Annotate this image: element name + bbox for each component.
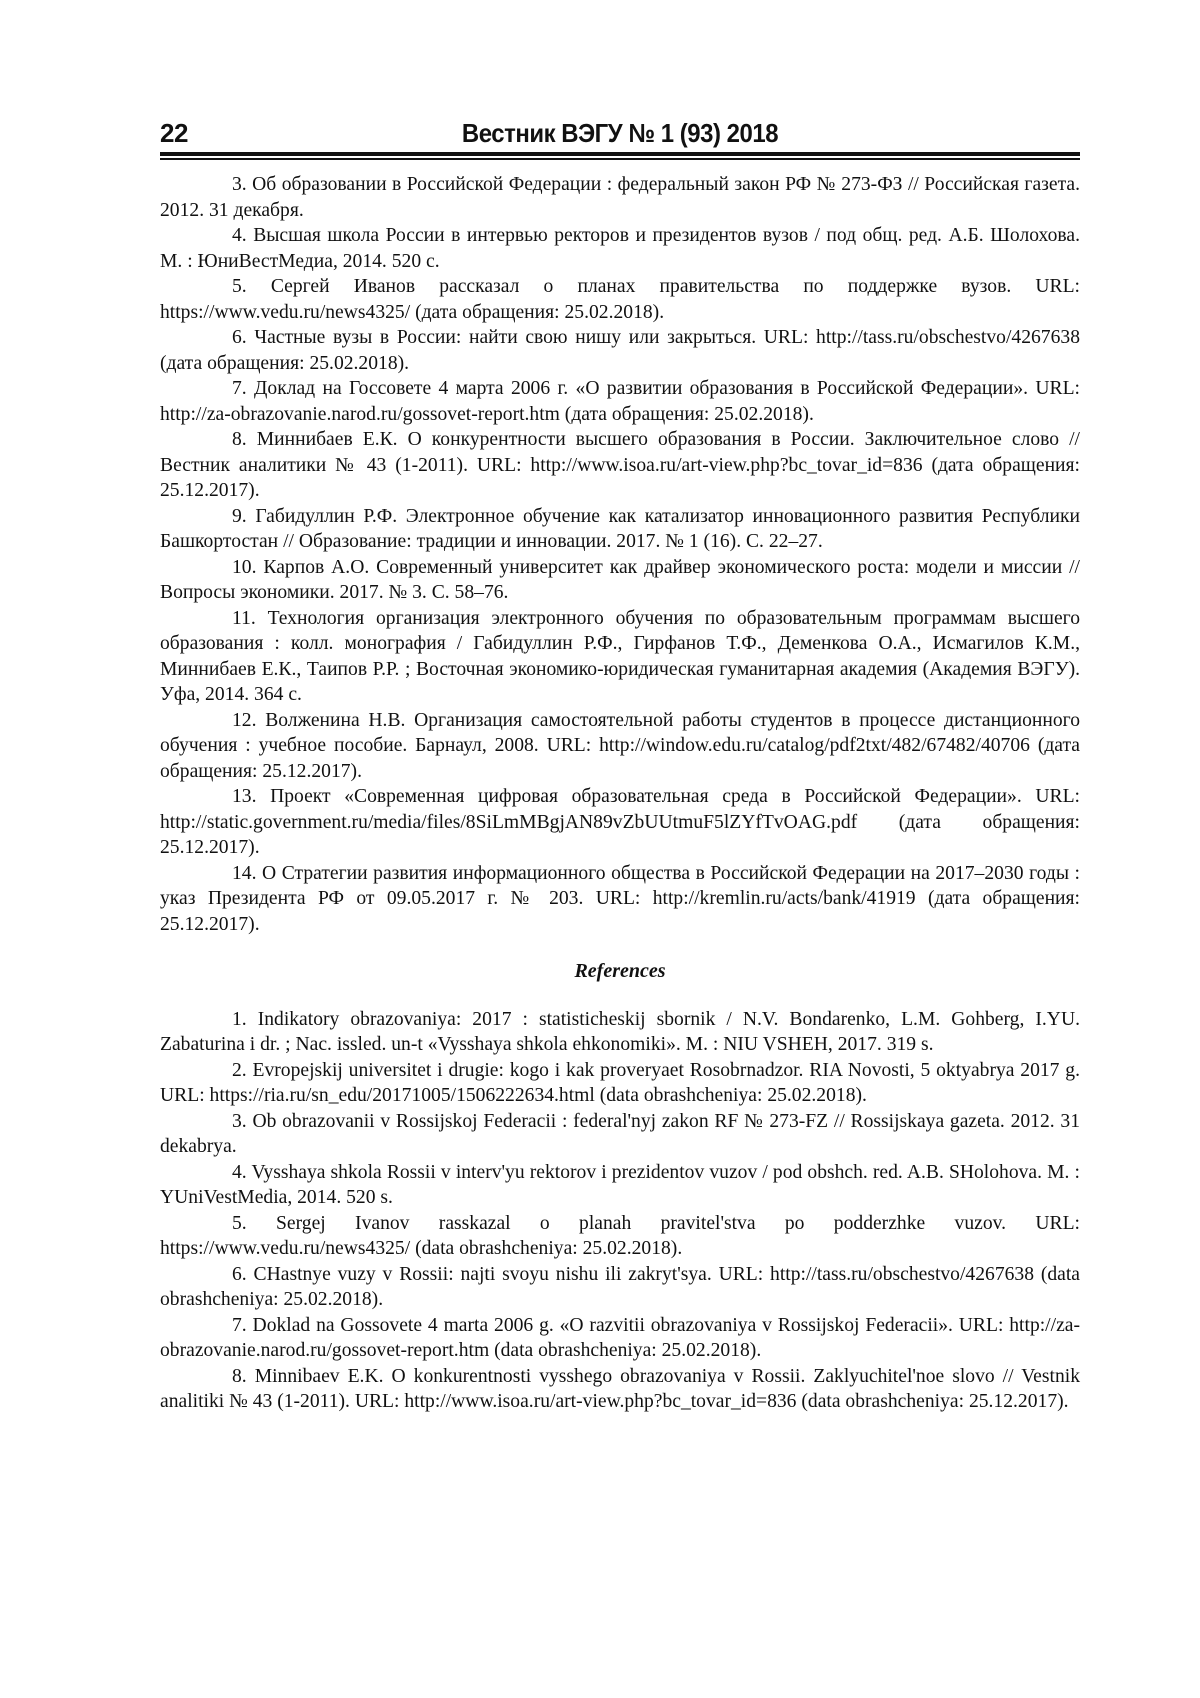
reference-item: 7. Доклад на Госсовете 4 марта 2006 г. «О развитии образования в Российской Федерации». URL: http://za-obrazovanie.narod.ru/gossovet-report.htm (дата обращения: 25.02.2018). (160, 378, 1080, 425)
reference-item: 8. Миннибаев Е.К. О конкурентности высшего образования в России. Заключительное слово // Вестник аналитики № 43 (1-2011). URL: http://www.isoa.ru/art-view.php?bc_tovar_id=836 (дата обращения: 25.12.2017). (160, 429, 1080, 501)
reference-item: 5. Сергей Иванов рассказал о планах правительства по поддержке вузов. URL: https://www.vedu.ru/news4325/ (дата обращения: 25.02.2018). (160, 276, 1080, 323)
journal-title: Вестник ВЭГУ № 1 (93) 2018 (461, 118, 779, 148)
reference-item: 5. Sergej Ivanov rasskazal o planah pravitel'stva po podderzhke vuzov. URL: https://www.vedu.ru/news4325/ (data obrashcheniya: 25.02.2018). (160, 1212, 1080, 1259)
header-rule-thick (160, 152, 1080, 156)
reference-item: 7. Doklad na Gossovete 4 marta 2006 g. «O razvitii obrazovaniya v Rossijskoj Federacii». URL: http://za-obrazovanie.narod.ru/gossovet-report.htm (data obrashcheniya: 25.02.2018). (160, 1314, 1080, 1361)
page-number: 22 (160, 118, 188, 148)
reference-item: 1. Indikatory obrazovaniya: 2017 : statisticheskij sbornik / N.V. Bondarenko, L.M. Gohberg, I.YU. Zabaturina i dr. ; Nac. issled. un-t «Vysshaya shkola ehkonomiki». M. : NIU VSHEH, 2017. 319 s. (160, 1008, 1080, 1055)
reference-item: 4. Vysshaya shkola Rossii v interv'yu rektorov i prezidentov vuzov / pod obshch. red. A.B. SHolohova. M. : YUniVestMedia, 2014. 520 s. (160, 1161, 1080, 1208)
reference-item: 2. Evropejskij universitet i drugie: kogo i kak proveryaet Rosobrnadzor. RIA Novosti, 5 oktyabrya 2017 g. URL: https://ria.ru/sn_edu/20171005/1506222634.html (data obrashcheniya: 25.02.2018). (160, 1059, 1080, 1106)
references-heading: References (574, 960, 666, 982)
english-reference-list (160, 1007, 1080, 1415)
russian-reference-list (160, 172, 1080, 937)
page-body (160, 172, 1080, 1415)
reference-item: 10. Карпов А.О. Современный университет как драйвер экономического роста: модели и миссии // Вопросы экономики. 2017. № 3. С. 58–76. (160, 556, 1080, 603)
reference-item: 13. Проект «Современная цифровая образовательная среда в Российской Федерации». URL: http://static.government.ru/media/files/8SiLmMBgjAN89vZbUUtmuF5lZYfTvOAG.pdf (дата обращения: 25.12.2017). (160, 786, 1080, 858)
reference-item: 14. О Стратегии развития информационного общества в Российской Федерации на 2017–2030 годы : указ Президента РФ от 09.05.2017 г. № 203. URL: http://kremlin.ru/acts/bank/41919 (дата обращения: 25.12.2017). (160, 862, 1080, 935)
reference-item: 12. Волженина Н.В. Организация самостоятельной работы студентов в процессе дистанционного обучения : учебное пособие. Барнаул, 2008. URL: http://window.edu.ru/catalog/pdf2txt/482/67482/40706 (дата обращения: 25.12.2017). (160, 709, 1080, 782)
reference-item: 11. Технология организация электронного обучения по образовательным программам высшего образования : колл. монография / Габидуллин Р.Ф., Гирфанов Т.Ф., Деменкова О.А., Исмагилов К.М., Миннибаев Е.К., Таипов Р.Р. ; Восточная экономико-юридическая гуманитарная академия (Академия ВЭГУ). Уфа, 2014. 364 с. (160, 607, 1080, 705)
reference-item: 8. Minnibaev E.K. O konkurentnosti vysshego obrazovaniya v Rossii. Zaklyuchitel'noe slovo // Vestnik analitiki № 43 (1-2011). URL: http://www.isoa.ru/art-view.php?bc_tovar_id=836 (data obrashcheniya: 25.12.2017). (160, 1365, 1080, 1412)
reference-item: 6. Частные вузы в России: найти свою нишу или закрыться. URL: http://tass.ru/obschestvo/4267638 (дата обращения: 25.02.2018). (160, 327, 1080, 374)
reference-item: 4. Высшая школа России в интервью ректоров и президентов вузов / под общ. ред. А.Б. Шолохова. М. : ЮниВестМедиа, 2014. 520 с. (160, 225, 1080, 272)
reference-item: 9. Габидуллин Р.Ф. Электронное обучение как катализатор инновационного развития Республики Башкортостан // Образование: традиции и инновации. 2017. № 1 (16). С. 22–27. (160, 505, 1080, 552)
running-header (160, 112, 1080, 152)
reference-item: 6. CHastnye vuzy v Rossii: najti svoyu nishu ili zakryt'sya. URL: http://tass.ru/obschestvo/4267638 (data obrashcheniya: 25.02.2018). (160, 1263, 1080, 1310)
reference-item: 3. Ob obrazovanii v Rossijskoj Federacii : federal'nyj zakon RF № 273-FZ // Rossijskaya gazeta. 2012. 31 dekabrya. (160, 1110, 1080, 1157)
reference-item: 3. Об образовании в Российской Федерации : федеральный закон РФ № 273-ФЗ // Российская газета. 2012. 31 декабря. (160, 174, 1080, 221)
header-rule-thin (160, 158, 1080, 160)
